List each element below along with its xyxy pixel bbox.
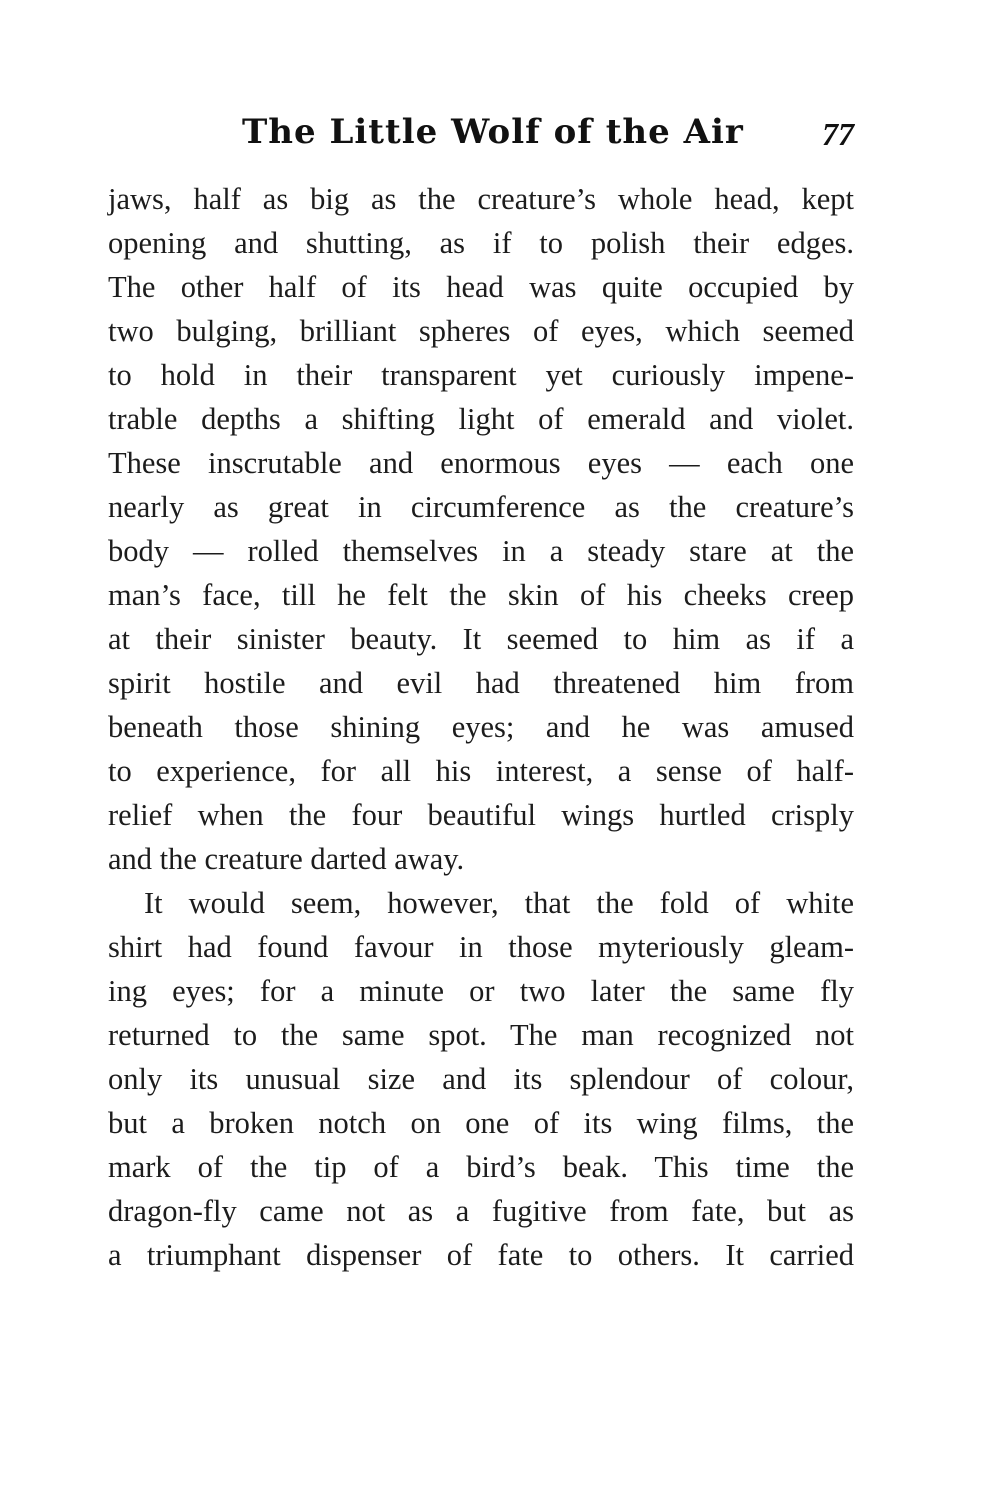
text-line: to hold in their transparent yet curiously impene-: [108, 358, 854, 392]
running-head: [108, 108, 854, 158]
paragraph-2: [108, 881, 854, 1277]
text-line: and the creature darted away.: [108, 842, 465, 876]
text-line: nearly as great in circumference as the creature’s: [108, 490, 854, 524]
text-line: to experience, for all his interest, a sense of half-: [108, 754, 854, 788]
text-line: beneath those shining eyes; and he was amused: [108, 710, 854, 744]
text-line: ing eyes; for a minute or two later the same fly: [108, 974, 854, 1008]
text-line: man’s face, till he felt the skin of his cheeks creep: [108, 578, 854, 612]
text-line: spirit hostile and evil had threatened him from: [108, 666, 854, 700]
paragraph-1: [108, 177, 854, 881]
text-line: It would seem, however, that the fold of white: [144, 886, 854, 920]
text-line: opening and shutting, as if to polish their edges.: [108, 226, 854, 260]
text-line: mark of the tip of a bird’s beak. This time the: [108, 1150, 854, 1184]
text-line: only its unusual size and its splendour of colour,: [108, 1062, 854, 1096]
text-line: jaws, half as big as the creature’s whole head, kept: [108, 182, 854, 216]
page-number: 77: [822, 116, 854, 152]
text-line: two bulging, brilliant spheres of eyes, which seemed: [108, 314, 854, 348]
text-line: returned to the same spot. The man recognized not: [108, 1018, 854, 1052]
text-line: at their sinister beauty. It seemed to him as if a: [108, 622, 854, 656]
text-line: The other half of its head was quite occupied by: [108, 270, 854, 304]
text-line: dragon-fly came not as a fugitive from fate, but as: [108, 1194, 854, 1228]
text-line: trable depths a shifting light of emerald and violet.: [108, 402, 854, 436]
text-line: These inscrutable and enormous eyes — each one: [108, 446, 854, 480]
body-text: [108, 177, 854, 1277]
text-line: a triumphant dispenser of fate to others. It carried: [108, 1238, 854, 1272]
text-line: shirt had found favour in those myteriously gleam-: [108, 930, 854, 964]
text-line: body — rolled themselves in a steady stare at the: [108, 534, 854, 568]
text-line: relief when the four beautiful wings hurtled crisply: [108, 798, 854, 832]
text-line: but a broken notch on one of its wing films, the: [108, 1106, 854, 1140]
running-head-title: The Little Wolf of the Air: [242, 112, 744, 152]
